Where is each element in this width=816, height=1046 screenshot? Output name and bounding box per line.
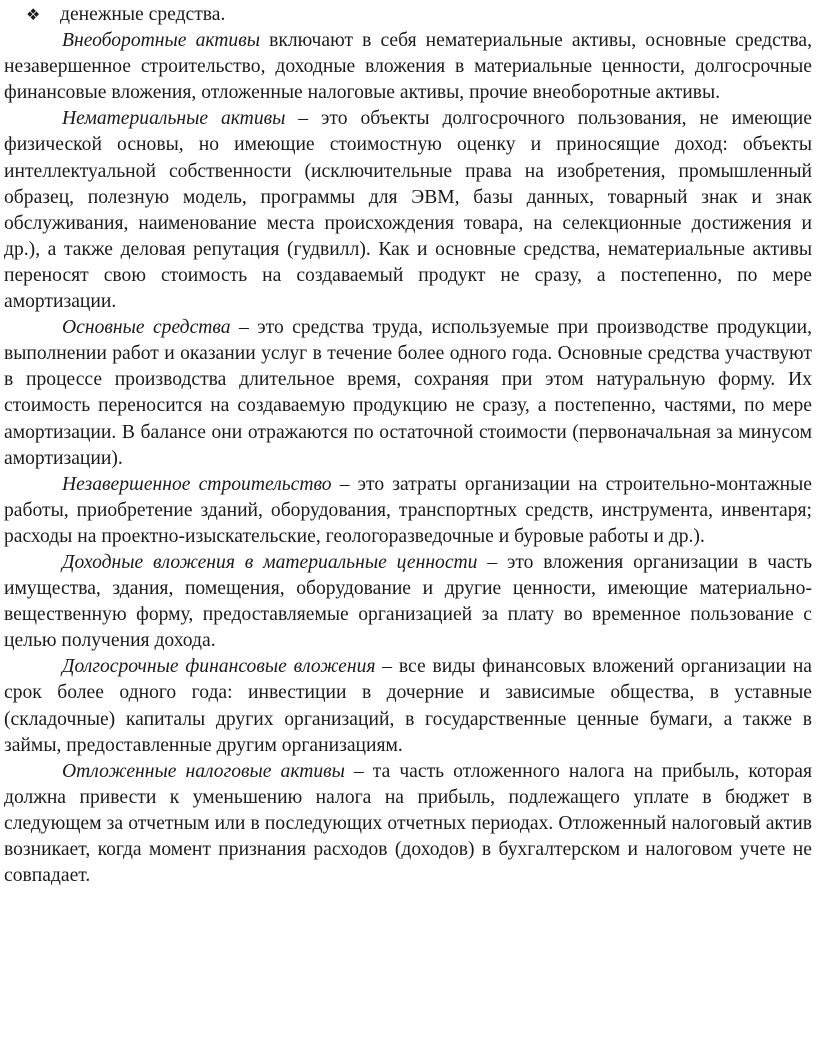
paragraph-noncurrent-assets <box>4 28 812 106</box>
paragraph-intangible-assets <box>4 106 812 315</box>
paragraph-construction-in-progress <box>4 472 812 550</box>
term-construction-in-progress: Незавершенное строительство <box>62 473 332 495</box>
definition-noncurrent-assets: включают в себя нематериальные активы, основные средства, незавершенное строительство, доходные вложения в материальные ценности, долгосрочные финансовые вложения, отложенные налоговые активы, прочие внеоборотные активы. <box>4 30 812 104</box>
term-deferred-tax-assets: Отложенные налоговые активы <box>62 760 345 782</box>
bullet-text: денежные средства. <box>60 4 226 25</box>
bullet-item <box>4 2 812 28</box>
diamond-bullet-icon: ❖ <box>26 5 41 24</box>
definition-fixed-assets: – это средства труда, используемые при производстве продукции, выполнении работ и оказании услуг в течение более одного года. Основные средства участвуют в процессе производства длительное время, сохраняя при этом натуральную форму. Их стоимость переносится на создаваемую продукцию не сразу, а постепенно, частями, по мере амортизации. В балансе они отражаются по остаточной стоимости (первоначальная за минусом амортизации). <box>4 317 812 469</box>
term-fixed-assets: Основные средства <box>62 317 231 339</box>
paragraph-fixed-assets <box>4 315 812 472</box>
paragraph-deferred-tax-assets <box>4 759 812 889</box>
paragraph-income-investments <box>4 550 812 654</box>
paragraph-long-term-financial-investments <box>4 654 812 758</box>
definition-deferred-tax-assets: – та часть отложенного налога на прибыль, которая должна привести к уменьшению налога на прибыль, подлежащего уплате в бюджет в следующем за отчетным или в последующих отчетных периодах. Отложенный налоговый актив возникает, когда момент признания расходов (доходов) в бухгалтерском и налоговом учете не совпадает. <box>4 760 812 887</box>
definition-long-term-financial-investments: – все виды финансовых вложений организации на срок более одного года: инвестиции в дочерние и зависимые общества, в уставные (складочные) капиталы других организаций, в государственные ценные бумаги, а также в займы, предоставленные другим организациям. <box>4 656 813 756</box>
term-long-term-financial-investments: Долгосрочные финансовые вложения <box>62 656 376 678</box>
definition-income-investments: – это вложения организации в часть имущества, здания, помещения, оборудование и другие ценности, имеющие материально-вещественную форму, предоставляемые организацией за плату во временное пользование с целью получения дохода. <box>4 551 812 652</box>
term-noncurrent-assets: Внеоборотные активы <box>62 30 261 52</box>
definition-construction-in-progress: – это затраты организации на строительно-монтажные работы, приобретение зданий, оборудования, транспортных средств, инструмента, инвентаря; расходы на проектно-изыскательские, геологоразведочные и буровые работы и др.). <box>4 473 812 547</box>
term-income-investments: Доходные вложения в материальные ценности <box>62 551 478 573</box>
definition-intangible-assets: – это объекты долгосрочного пользования, не имеющие физической основы, но имеющие стоимостную оценку и приносящие доход: объекты интеллектуальной собственности (исключительные права на изобретения, промышленный образец, полезную модель, программы для ЭВМ, базы данных, товарный знак и знак обслуживания, наименование места происхождения товара, на селекционные достижения и др.), а также деловая репутация (гудвилл). Как и основные средства, нематериальные активы переносят свою стоимость на создаваемый продукт не сразу, а постепенно, по мере амортизации. <box>4 108 812 313</box>
term-intangible-assets: Нематериальные активы <box>62 108 286 130</box>
